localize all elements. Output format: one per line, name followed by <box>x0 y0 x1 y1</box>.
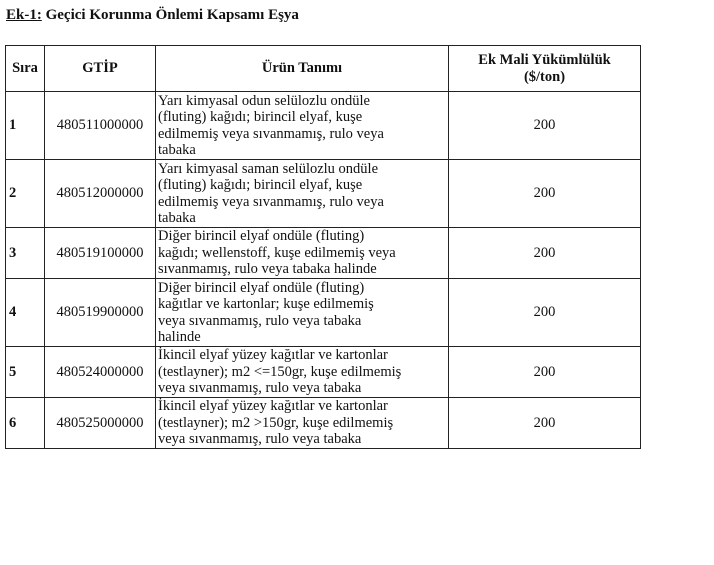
row-description <box>156 279 449 347</box>
document-title <box>6 7 299 24</box>
description-line: Diğer birincil elyaf ondüle (fluting) <box>158 228 365 245</box>
table-row <box>6 228 641 279</box>
description-line: İkincil elyaf yüzey kağıtlar ve kartonlar <box>158 347 388 364</box>
row-fee: 200 <box>449 279 641 347</box>
description-line: (testlayner); m2 <=150gr, kuşe edilmemiş <box>158 363 402 380</box>
row-gtip: 480519900000 <box>45 279 156 347</box>
table-row <box>6 279 641 347</box>
row-gtip: 480519100000 <box>45 228 156 279</box>
description-line: kağıdı; wellenstoff, kuşe edilmemiş veya <box>158 244 396 261</box>
row-description <box>156 160 449 228</box>
description-line: sıvanmamış, rulo veya tabaka halinde <box>158 261 377 278</box>
row-description <box>156 92 449 160</box>
description-line: halinde <box>158 329 201 345</box>
header-sira: Sıra <box>6 46 45 92</box>
row-fee: 200 <box>449 92 641 160</box>
row-description <box>156 228 449 279</box>
row-description <box>156 398 449 449</box>
description-line: Yarı kimyasal odun selülozlu ondüle <box>158 92 370 109</box>
row-fee: 200 <box>449 160 641 228</box>
description-line: (fluting) kağıdı; birincil elyaf, kuşe <box>158 109 363 125</box>
table-row <box>6 92 641 160</box>
row-gtip: 480512000000 <box>45 160 156 228</box>
description-line: veya sıvanmamış, rulo veya tabaka <box>158 380 362 397</box>
row-sira: 4 <box>6 279 45 347</box>
row-fee: 200 <box>449 347 641 398</box>
description-line: (fluting) kağıdı; birincil elyaf, kuşe <box>158 177 363 193</box>
goods-table <box>5 45 641 449</box>
description-line: Diğer birincil elyaf ondüle (fluting) <box>158 279 365 296</box>
description-line: veya sıvanmamış, rulo veya tabaka <box>158 431 362 448</box>
table-row <box>6 160 641 228</box>
description-line: veya sıvanmamış, rulo veya tabaka <box>158 312 362 329</box>
description-line: kağıtlar ve kartonlar; kuşe edilmemiş <box>158 296 374 312</box>
header-fee-line2: ($/ton) <box>523 68 566 85</box>
row-sira: 6 <box>6 398 45 449</box>
description-line: Yarı kimyasal saman selülozlu ondüle <box>158 160 379 177</box>
row-fee: 200 <box>449 228 641 279</box>
row-description <box>156 347 449 398</box>
description-line: (testlayner); m2 >150gr, kuşe edilmemiş <box>158 414 394 431</box>
row-gtip: 480524000000 <box>45 347 156 398</box>
table-row <box>6 398 641 449</box>
annex-title-text: Geçici Korunma Önlemi Kapsamı Eşya <box>41 7 299 23</box>
row-sira: 5 <box>6 347 45 398</box>
description-line: edilmemiş veya sıvanmamış, rulo veya <box>158 193 384 210</box>
row-sira: 1 <box>6 92 45 160</box>
description-line: edilmemiş veya sıvanmamış, rulo veya <box>158 125 384 142</box>
header-ek-mali-yukumluluk <box>449 46 641 92</box>
description-line: İkincil elyaf yüzey kağıtlar ve kartonlar <box>158 398 388 415</box>
table-header-row <box>6 46 641 92</box>
header-gtip: GTİP <box>45 46 156 92</box>
header-fee-line1: Ek Mali Yükümlülük <box>478 52 611 68</box>
table-row <box>6 347 641 398</box>
row-gtip: 480511000000 <box>45 92 156 160</box>
row-fee: 200 <box>449 398 641 449</box>
row-gtip: 480525000000 <box>45 398 156 449</box>
row-sira: 2 <box>6 160 45 228</box>
annex-label: Ek-1: <box>6 7 42 23</box>
description-line: tabaka <box>158 210 196 226</box>
row-sira: 3 <box>6 228 45 279</box>
header-urun-tanimi: Ürün Tanımı <box>156 46 449 92</box>
description-line: tabaka <box>158 142 196 158</box>
